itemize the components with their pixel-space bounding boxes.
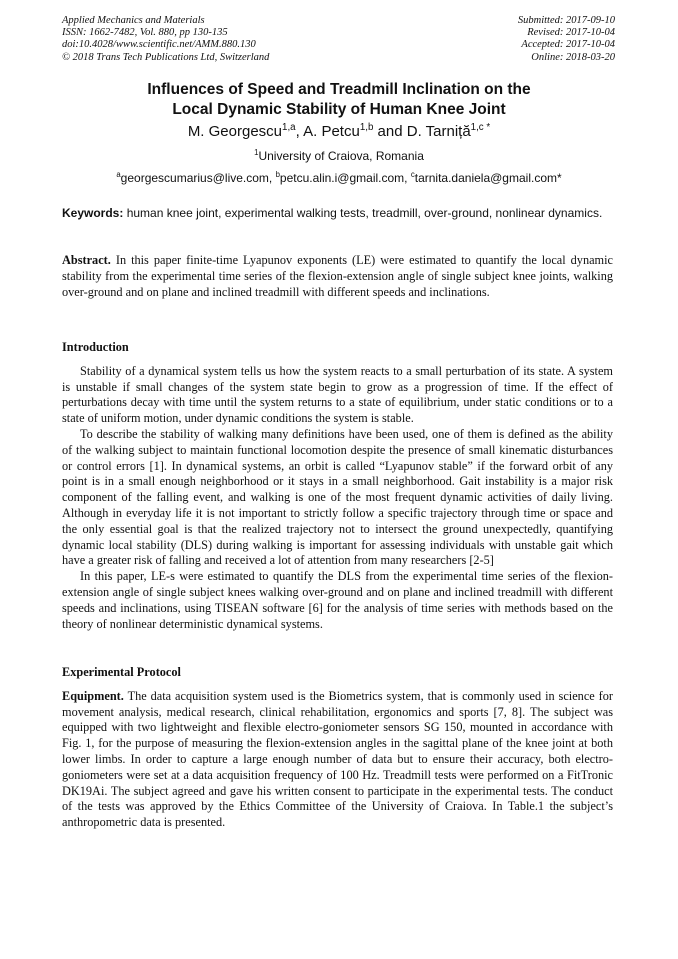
affiliation-mark: 1 bbox=[254, 148, 259, 157]
abstract bbox=[62, 253, 613, 300]
title-line-1: Influences of Speed and Treadmill Inclination on the bbox=[147, 81, 531, 98]
affiliation-text: University of Craiova, Romania bbox=[258, 149, 424, 163]
date-online: Online: 2018-03-20 bbox=[531, 51, 615, 63]
title-line-2: Local Dynamic Stability of Human Knee Joint bbox=[172, 101, 506, 118]
journal-issn: ISSN: 1662-7482, Vol. 880, pp 130-135 bbox=[62, 27, 228, 39]
keywords-label: Keywords: bbox=[62, 206, 124, 220]
email-link[interactable]: georgescumarius@live.com, bbox=[120, 171, 276, 185]
date-revised: Revised: 2017-10-04 bbox=[527, 27, 615, 39]
date-accepted: Accepted: 2017-10-04 bbox=[521, 39, 615, 51]
journal-copyright: © 2018 Trans Tech Publications Ltd, Switzerland bbox=[62, 51, 270, 63]
author-list bbox=[0, 123, 678, 141]
date-submitted: Submitted: 2017-09-10 bbox=[517, 15, 615, 26]
keywords-text: human knee joint, experimental walking tests, treadmill, over-ground, nonlinear dynamics. bbox=[126, 206, 603, 220]
equipment-text: The data acquisition system used is the Biometrics system, that is commonly used in science for movement analysis, medical research, clinical rehabilitation, ergonomics and sports [7, 8]. The subject was equipped with two lightweight and flexible electro-goniometer sensors SG 150, mounted in accordance with Fig. 1, for the purpose of measuring the flexion-extension angles in the sagittal plane of the knee joint at both lower limbs. In order to capture a large enough number of data but to ensure their accuracy, both electro-goniometers were set at a data acquisition frequency of 100 Hz. Treadmill tests were performed on a FitTronic DK19Ai. The subject agreed and gave his written consent to participate in the experimental tests. The conduct of the tests was approved by the Ethics Committee of the University of Craiova. In Table.1 the subject’s anthropometric data is presented. bbox=[62, 688, 614, 830]
author-affiliation-mark: 1,a bbox=[282, 122, 296, 133]
author-affiliation-mark: 1,c * bbox=[470, 122, 491, 133]
paragraph: To describe the stability of walking many definitions have been used, one of them is defined as the ability of the walking subject to maintain functional locomotion despite the presence of small kinematic disturbances or control errors [1]. In dynamical systems, an orbit is called “Lyapunov stable” if the forward orbit of any point is in a small enough neighborhood or it stays in a small neighborhood. Gait instability is a major risk component of the falling event, and walking is one of the most frequent dynamic activities of daily living. Although in everyday life it is not important to strictly follow a specific trajectory through time or space and the only essential goal is that the realized trajectory not to intersect the ground unexpectedly, quantifying dynamic local stability (DLS) during walking is important for assessing individuals with unstable gait which have a greater risk of falling and received a lot of attention from many researchers [2-5] bbox=[62, 426, 613, 568]
abstract-text: In this paper finite-time Lyapunov exponents (LE) were estimated to quantify the local dynamic stability from the experimental time series of the flexion-extension angle of single subject knee joints, walking over-ground and on plane and inclined treadmill with different speeds and inclinations. bbox=[62, 253, 614, 299]
equipment-label: Equipment. bbox=[62, 688, 124, 703]
author-separator: and bbox=[373, 123, 407, 140]
email-mark: a bbox=[116, 170, 121, 179]
journal-name: Applied Mechanics and Materials bbox=[62, 15, 205, 26]
author-name: M. Georgescu bbox=[187, 123, 283, 140]
email-link[interactable]: tarnita.daniela@gmail.com* bbox=[414, 171, 562, 185]
affiliation bbox=[0, 148, 678, 164]
author-separator: , bbox=[295, 123, 304, 140]
introduction-section bbox=[62, 340, 613, 632]
author-name: D. Tarniță bbox=[406, 123, 471, 140]
author-name: A. Petcu bbox=[303, 123, 360, 140]
email-link[interactable]: petcu.alin.i@gmail.com, bbox=[279, 171, 411, 185]
email-mark: b bbox=[275, 170, 280, 179]
publication-dates bbox=[518, 15, 615, 64]
paper-title bbox=[0, 80, 678, 120]
protocol-section bbox=[62, 665, 613, 831]
paragraph: Stability of a dynamical system tells us how the system reacts to a small perturbation of its state. A system is unstable if small changes of the system state begin to grow as a progression of time. If the effect of perturbations decay with time until the system returns to a state of equilibrium, under static conditions or to a state of uniform motion, under dynamic conditions the system is stable. bbox=[62, 363, 613, 426]
protocol-heading: Experimental Protocol bbox=[62, 665, 181, 679]
keywords bbox=[62, 206, 613, 222]
abstract-label: Abstract. bbox=[62, 253, 111, 267]
paragraph: In this paper, LE-s were estimated to quantify the DLS from the experimental time series of the flexion-extension angle of single subject knees walking over-ground and on plane and inclined treadmill with different speeds and inclinations, using TISEAN software [6] for the analysis of time series with methods based on the theory of nonlinear deterministic dynamical systems. bbox=[62, 569, 613, 631]
author-emails bbox=[0, 170, 678, 186]
journal-doi: doi:10.4028/www.scientific.net/AMM.880.130 bbox=[62, 39, 256, 51]
journal-info bbox=[62, 15, 269, 64]
author-affiliation-mark: 1,b bbox=[359, 122, 374, 133]
introduction-heading: Introduction bbox=[62, 340, 129, 354]
email-mark: c bbox=[410, 170, 415, 179]
